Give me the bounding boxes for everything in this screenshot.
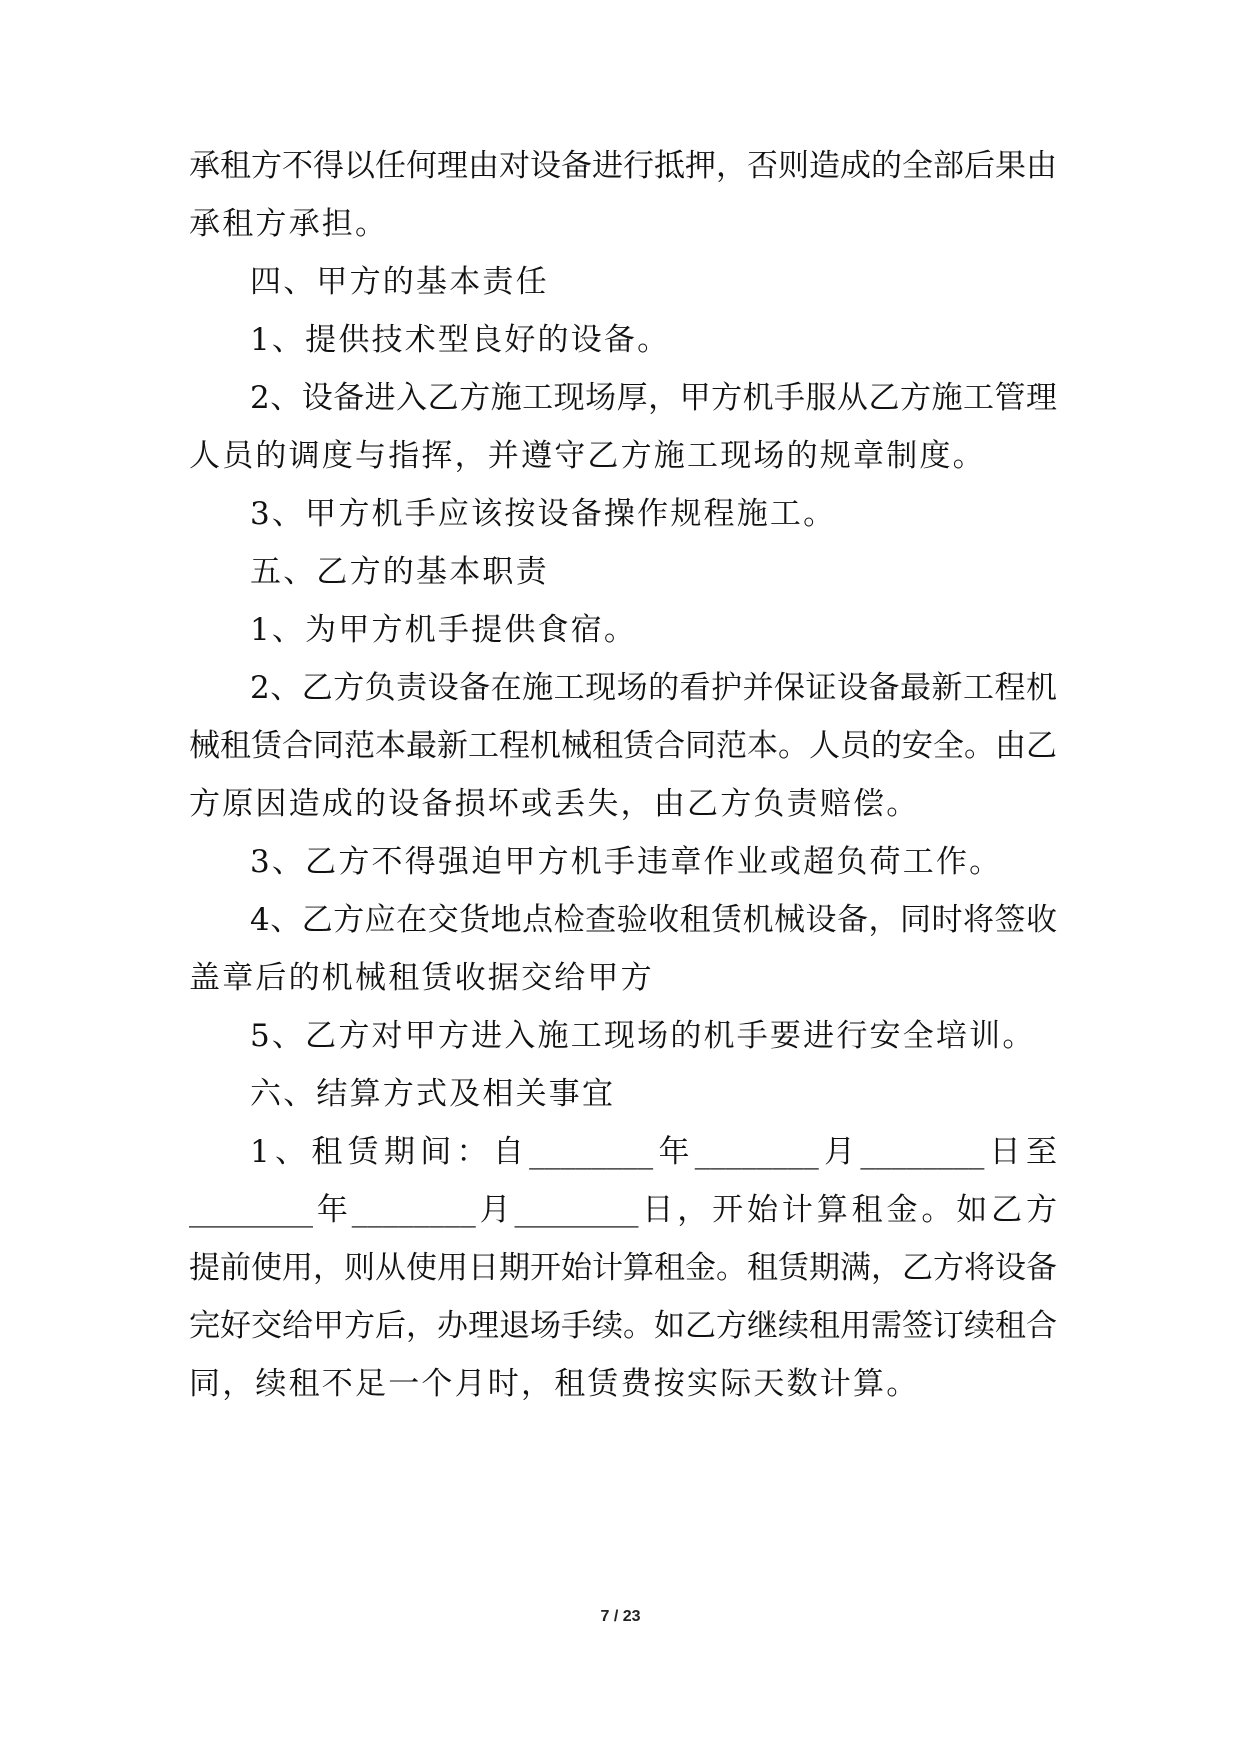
paragraph-line: 盖章后的机械租赁收据交给甲方 bbox=[189, 960, 654, 996]
list-item: 1、租赁期间：自________年________月________日至 bbox=[250, 1134, 1057, 1170]
list-item: 4、乙方应在交货地点检查验收租赁机械设备，同时将签收 bbox=[250, 902, 1057, 938]
page-number: 7 / 23 bbox=[600, 1608, 641, 1625]
paragraph-line: 提前使用，则从使用日期开始计算租金。租赁期满，乙方将设备 bbox=[189, 1250, 1057, 1286]
paragraph-line: 完好交给甲方后，办理退场手续。如乙方继续租用需签订续租合 bbox=[189, 1308, 1057, 1344]
paragraph-line: 方原因造成的设备损坏或丢失，由乙方负责赔偿。 bbox=[189, 786, 920, 822]
paragraph-line: 同，续租不足一个月时，租赁费按实际天数计算。 bbox=[189, 1366, 920, 1402]
paragraph-line: 承租方不得以任何理由对设备进行抵押，否则造成的全部后果由 bbox=[189, 148, 1057, 184]
paragraph-line: 承租方承担。 bbox=[189, 206, 389, 242]
list-item: 1、为甲方机手提供食宿。 bbox=[250, 612, 638, 648]
list-item: 5、乙方对甲方进入施工现场的机手要进行安全培训。 bbox=[250, 1018, 1036, 1054]
list-item: 3、甲方机手应该按设备操作规程施工。 bbox=[250, 496, 837, 532]
list-item: 2、设备进入乙方施工现场厚，甲方机手服从乙方施工管理 bbox=[250, 380, 1057, 416]
section-heading: 六、结算方式及相关事宜 bbox=[250, 1076, 616, 1112]
paragraph-line: ________年________月________日，开始计算租金。如乙方 bbox=[189, 1192, 1057, 1228]
section-heading: 五、乙方的基本职责 bbox=[250, 554, 549, 590]
section-heading: 四、甲方的基本责任 bbox=[250, 264, 549, 300]
list-item: 2、乙方负责设备在施工现场的看护并保证设备最新工程机 bbox=[250, 670, 1057, 706]
list-item: 1、提供技术型良好的设备。 bbox=[250, 322, 671, 358]
paragraph-line: 人员的调度与指挥，并遵守乙方施工现场的规章制度。 bbox=[189, 438, 986, 474]
paragraph-line: 械租赁合同范本最新工程机械租赁合同范本。人员的安全。由乙 bbox=[189, 728, 1057, 764]
list-item: 3、乙方不得强迫甲方机手违章作业或超负荷工作。 bbox=[250, 844, 1003, 880]
